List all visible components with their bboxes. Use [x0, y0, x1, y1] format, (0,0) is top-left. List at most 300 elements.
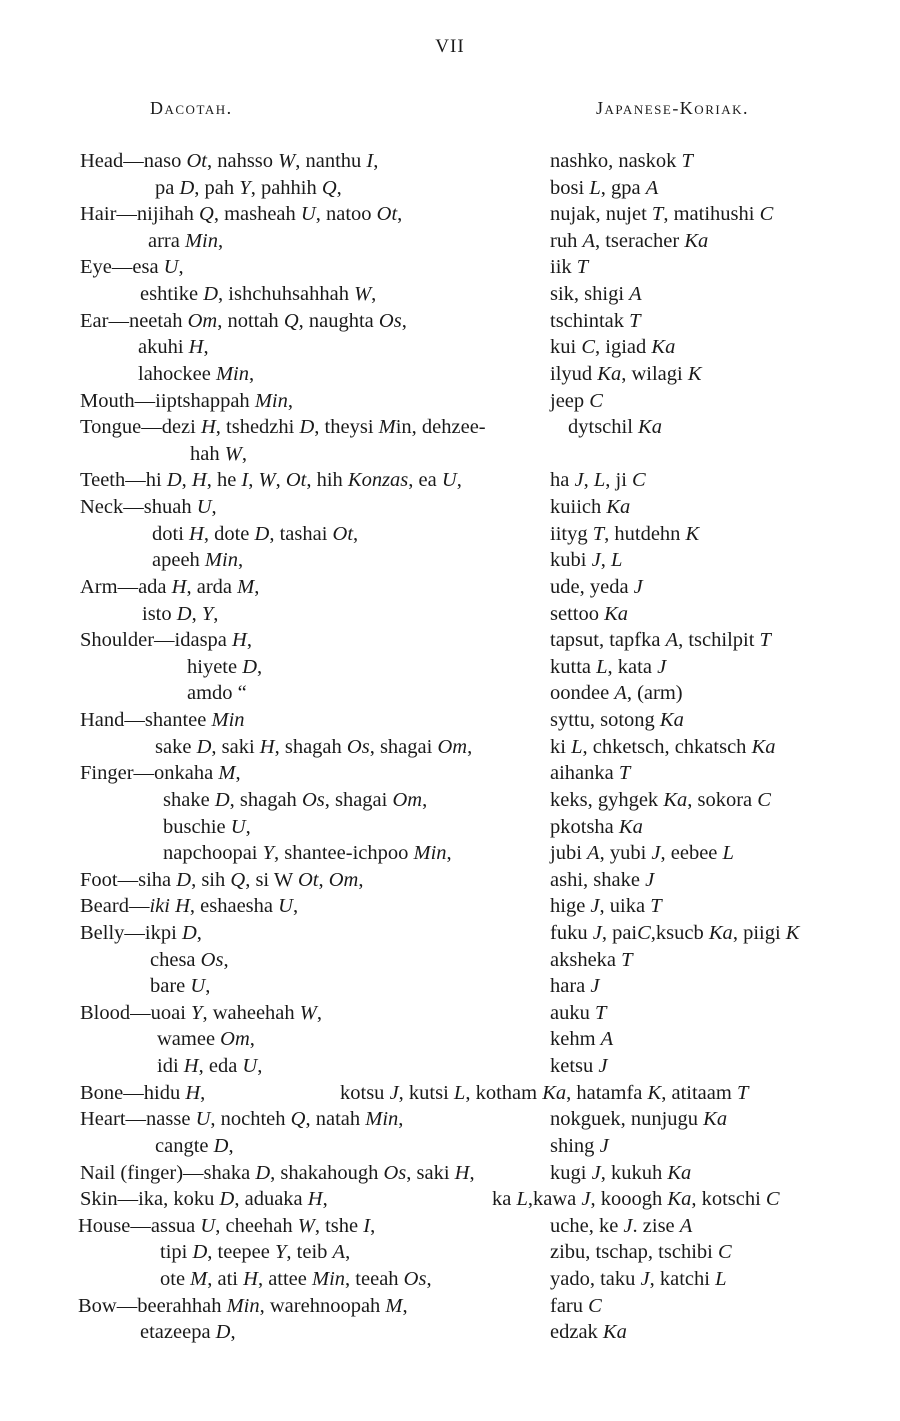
- source-abbrev: Ka: [606, 496, 631, 519]
- source-abbrev: Ot: [186, 150, 207, 172]
- source-abbrev: U: [190, 975, 206, 998]
- koriak-line-bone: [340, 1080, 748, 1106]
- dacotah-line: [142, 601, 218, 627]
- source-abbrev: Os: [301, 788, 325, 811]
- source-abbrev: M: [385, 1294, 403, 1317]
- dacotah-line: [80, 893, 298, 919]
- entry-text: apeeh: [152, 549, 205, 572]
- entry-text: sik, shigi: [550, 283, 630, 306]
- koriak-line: [550, 760, 630, 786]
- koriak-line: [550, 893, 662, 919]
- entry-text: kuiich: [550, 496, 607, 519]
- source-abbrev: Ka: [703, 1108, 728, 1131]
- entry-text: ki: [550, 735, 572, 758]
- entry-text: shake: [163, 788, 215, 811]
- entry-text: , naughta: [298, 309, 379, 332]
- entry-text: ,: [257, 1055, 263, 1078]
- source-abbrev: H: [191, 469, 207, 492]
- source-abbrev: T: [618, 762, 631, 785]
- entry-text: , shakahough: [270, 1161, 384, 1184]
- koriak-line: [550, 228, 708, 254]
- dacotah-line: [80, 467, 462, 493]
- source-abbrev: T: [629, 309, 641, 332]
- entry-text: ,: [228, 1134, 234, 1157]
- source-abbrev: H: [175, 895, 190, 918]
- koriak-line: [550, 1160, 691, 1186]
- source-abbrev: Ka: [751, 735, 776, 758]
- source-abbrev: Om: [392, 788, 423, 811]
- koriak-line: [550, 1266, 727, 1292]
- source-abbrev: J: [623, 1214, 633, 1237]
- source-abbrev: L: [593, 469, 606, 492]
- entry-text: dytschil: [568, 416, 639, 439]
- source-abbrev: D: [179, 176, 195, 199]
- entry-text: Blood—uoai: [80, 1001, 192, 1024]
- entry-text: , kutsi: [398, 1081, 454, 1104]
- entry-text: napchoopai: [163, 842, 263, 865]
- entry-text: ,: [345, 1241, 351, 1264]
- entry-text: ,: [316, 1001, 322, 1024]
- koriak-line: [550, 494, 630, 520]
- entry-text: ,: [353, 522, 359, 545]
- source-abbrev: T: [681, 150, 693, 172]
- koriak-line: [550, 175, 658, 201]
- entry-text: tschintak: [550, 309, 630, 332]
- source-abbrev: Ka: [597, 362, 622, 385]
- entry-text: ,: [230, 1321, 236, 1344]
- source-abbrev: J: [640, 1268, 650, 1291]
- entry-text: , kotham: [465, 1081, 543, 1104]
- entry-text: pa: [155, 176, 180, 199]
- koriak-line: [550, 308, 641, 334]
- entry-text: ,: [370, 1214, 376, 1237]
- entry-text: , warehnoopah: [259, 1294, 386, 1317]
- dacotah-line: [138, 361, 254, 387]
- dacotah-line: [80, 1160, 475, 1186]
- entry-text: nokguek, nunjugu: [550, 1108, 704, 1131]
- entry-text: , uika: [599, 895, 651, 918]
- source-abbrev: A: [600, 1028, 614, 1051]
- entry-text: ,: [200, 1081, 206, 1104]
- entry-text: aksheka: [550, 948, 622, 971]
- entry-text: ,: [257, 655, 263, 678]
- source-abbrev: T: [576, 256, 589, 279]
- source-abbrev: C: [632, 469, 646, 492]
- dacotah-line: [80, 148, 378, 174]
- source-abbrev: A: [614, 682, 627, 705]
- entry-text: Heart—nasse: [80, 1108, 196, 1131]
- entry-text: Mouth—iiptshappah: [80, 389, 255, 412]
- entry-text: , nanthu: [295, 150, 367, 172]
- entry-text: , hih: [306, 469, 348, 492]
- source-abbrev: T: [651, 203, 664, 226]
- dacotah-line: [163, 840, 452, 866]
- entry-text: idi: [157, 1055, 184, 1078]
- source-abbrev: D: [219, 1188, 235, 1211]
- source-abbrev: H: [307, 1188, 323, 1211]
- source-abbrev: Ka: [618, 815, 643, 838]
- dacotah-line: [187, 654, 262, 680]
- entry-text: , yubi: [599, 842, 652, 865]
- source-abbrev: W: [299, 1001, 317, 1024]
- source-abbrev: Ka: [684, 229, 709, 252]
- entry-text: ,: [245, 815, 251, 838]
- entry-text: wamee: [157, 1028, 221, 1051]
- entry-text: , arda: [186, 575, 238, 598]
- koriak-line: [550, 201, 773, 227]
- source-abbrev: H: [183, 1055, 199, 1078]
- entry-text: ote: [160, 1268, 191, 1291]
- source-abbrev: U: [278, 895, 293, 918]
- entry-text: jubi: [550, 842, 588, 865]
- source-abbrev: H: [185, 1081, 201, 1104]
- koriak-line: [550, 1239, 732, 1265]
- page-number: VII: [435, 36, 465, 57]
- koriak-line: [568, 414, 662, 440]
- source-abbrev: T: [759, 629, 771, 652]
- koriak-line: [550, 973, 600, 999]
- entry-text: hiyete: [187, 655, 243, 678]
- koriak-line: [550, 1213, 692, 1239]
- source-abbrev: L: [715, 1268, 727, 1291]
- entry-text: ka: [492, 1188, 517, 1211]
- source-abbrev: W: [224, 442, 242, 465]
- entry-text: ,: [218, 229, 224, 252]
- koriak-line: [550, 707, 684, 733]
- source-abbrev: Q: [230, 868, 246, 891]
- entry-text: uche, ke: [550, 1214, 624, 1237]
- entry-text: hige: [550, 895, 591, 918]
- koriak-line: [550, 361, 702, 387]
- source-abbrev: Min: [211, 709, 245, 732]
- entry-text: , eshaesha: [189, 895, 279, 918]
- koriak-line: [550, 601, 628, 627]
- entry-text: House—assua: [78, 1214, 201, 1237]
- koriak-line: [550, 1053, 608, 1079]
- entry-text: , igiad: [595, 336, 652, 359]
- source-abbrev: U: [163, 256, 179, 279]
- entry-text: ha: [550, 469, 575, 492]
- source-abbrev: Ka: [651, 336, 676, 359]
- dacotah-line: [150, 973, 210, 999]
- entry-text: , (arm): [626, 682, 683, 705]
- entry-text: , saki: [406, 1161, 455, 1184]
- entry-text: ashi, shake: [550, 868, 646, 891]
- source-abbrev: J: [574, 469, 584, 492]
- entry-text: tapsut, tapfka: [550, 629, 666, 652]
- source-abbrev: L: [453, 1081, 466, 1104]
- source-abbrev: Om: [187, 309, 218, 332]
- source-abbrev: U: [441, 469, 457, 492]
- source-abbrev: Q: [290, 1108, 306, 1131]
- koriak-line: [550, 281, 642, 307]
- entry-text: , natoo: [315, 203, 377, 226]
- koriak-line: [550, 1319, 627, 1345]
- dacotah-line: [138, 334, 209, 360]
- koriak-line: [550, 654, 666, 680]
- entry-text: kutta: [550, 655, 597, 678]
- entry-text: , dote: [203, 522, 255, 545]
- entry-text: ,: [446, 842, 452, 865]
- source-abbrev: A: [645, 176, 659, 199]
- entry-text: , eda: [198, 1055, 243, 1078]
- entry-text: , piigi: [732, 921, 786, 944]
- entry-text: , tseracher: [594, 229, 685, 252]
- dacotah-line: [80, 574, 259, 600]
- entry-text: ,: [336, 176, 342, 199]
- source-abbrev: Min: [413, 842, 447, 865]
- source-abbrev: A: [679, 1214, 693, 1237]
- entry-text: , masheah: [213, 203, 301, 226]
- entry-text: Belly—ikpi: [80, 921, 182, 944]
- entry-text: ,: [426, 1268, 432, 1291]
- dacotah-line: [80, 867, 363, 893]
- entry-text: ,: [402, 1294, 408, 1317]
- entry-text: syttu, sotong: [550, 709, 660, 732]
- source-abbrev: D: [299, 416, 315, 439]
- entry-text: kubi: [550, 549, 592, 572]
- entry-text: Bow—beerahhah: [78, 1294, 227, 1317]
- entry-text: ,: [205, 975, 211, 998]
- entry-text: ,: [275, 469, 286, 492]
- source-abbrev: A: [582, 229, 595, 252]
- koriak-line: [550, 254, 588, 280]
- source-abbrev: Min: [184, 229, 219, 252]
- entry-text: Finger—onkaha: [80, 762, 219, 785]
- entry-text: eshtike: [140, 283, 204, 306]
- source-abbrev: C: [765, 1188, 780, 1211]
- entry-text: Shoulder—idaspa: [80, 629, 233, 652]
- dacotah-line: [157, 1026, 255, 1052]
- entry-text: ,: [401, 309, 407, 332]
- source-abbrev: C: [717, 1241, 732, 1264]
- dacotah-line: [80, 388, 293, 414]
- dacotah-line: [155, 734, 472, 760]
- entry-text: etazeepa: [140, 1321, 216, 1344]
- source-abbrev: I: [241, 469, 249, 492]
- dacotah-line: [140, 281, 376, 307]
- dacotah-line: [78, 1213, 375, 1239]
- entry-text: ,: [600, 549, 611, 572]
- entry-text: , waheehah: [202, 1001, 300, 1024]
- entry-text: , tschilpit: [678, 629, 760, 652]
- entry-text: ,: [467, 735, 473, 758]
- entry-text: ,: [287, 389, 293, 412]
- dacotah-line: [80, 1000, 322, 1026]
- koriak-line: [550, 148, 693, 174]
- entry-text: ,: [397, 203, 403, 226]
- entry-text: Tongue—dezi: [80, 416, 201, 439]
- entry-text: hara: [550, 975, 591, 998]
- source-abbrev: K: [687, 362, 702, 385]
- entry-text: , katchi: [649, 1268, 716, 1291]
- source-abbrev: J: [592, 921, 602, 944]
- koriak-line: [550, 920, 799, 946]
- source-abbrev: D: [176, 602, 192, 625]
- dacotah-line: [80, 627, 252, 653]
- source-abbrev: C: [759, 203, 774, 226]
- source-abbrev: D: [166, 469, 182, 492]
- source-abbrev: Min: [226, 1294, 260, 1317]
- source-abbrev: H: [243, 1268, 258, 1291]
- source-abbrev: L: [722, 842, 734, 865]
- source-abbrev: A: [665, 629, 679, 652]
- entry-text: lahockee: [138, 362, 216, 385]
- entry-text: ,: [249, 362, 255, 385]
- entry-text: oondee: [550, 682, 615, 705]
- source-abbrev: J: [590, 895, 600, 918]
- entry-text: ,: [223, 948, 229, 971]
- source-abbrev: Q: [321, 176, 337, 199]
- source-abbrev: Om: [328, 868, 359, 891]
- entry-text: akuhi: [138, 336, 189, 359]
- source-abbrev: K: [685, 522, 700, 545]
- entry-text: kehm: [550, 1028, 601, 1051]
- entry-text: ,: [178, 256, 184, 279]
- entry-text: Ear—neetah: [80, 309, 188, 332]
- source-abbrev: D: [181, 921, 197, 944]
- entry-text: doti: [152, 522, 190, 545]
- source-abbrev: D: [255, 1161, 271, 1184]
- entry-text: ,: [398, 1108, 404, 1131]
- source-abbrev: H: [454, 1161, 470, 1184]
- dacotah-line: [140, 1319, 236, 1345]
- entry-text: , sih: [191, 868, 231, 891]
- source-abbrev: L: [516, 1188, 528, 1211]
- source-abbrev: C: [581, 336, 596, 359]
- dacotah-line: [80, 1186, 328, 1212]
- source-abbrev: Ka: [638, 416, 662, 439]
- entry-text: yado, taku: [550, 1268, 641, 1291]
- source-abbrev: Min: [215, 362, 249, 385]
- source-abbrev: Os: [383, 1161, 407, 1184]
- entry-text: Eye—esa: [80, 256, 164, 279]
- source-abbrev: L: [610, 549, 623, 572]
- entry-text: ,: [213, 602, 219, 625]
- source-abbrev: A: [629, 283, 642, 306]
- dacotah-line: [148, 228, 223, 254]
- source-abbrev: H: [259, 735, 275, 758]
- source-abbrev: J: [657, 655, 667, 678]
- entry-text: , atitaam: [661, 1081, 737, 1104]
- source-abbrev: Ka: [667, 1188, 692, 1211]
- entry-text: settoo: [550, 602, 605, 625]
- entry-text: , shantee-ichpoo: [274, 842, 414, 865]
- source-abbrev: D: [254, 522, 270, 545]
- entry-text: hah: [190, 442, 225, 465]
- dacotah-line: [163, 787, 427, 813]
- entry-text: ,: [211, 496, 217, 519]
- koriak-line: [550, 388, 603, 414]
- source-abbrev: Os: [378, 309, 402, 332]
- dacotah-line: [80, 414, 486, 440]
- entry-text: ,: [249, 1028, 255, 1051]
- entry-text: ,ksucb: [650, 921, 709, 944]
- koriak-line: [550, 680, 683, 706]
- source-abbrev: W: [258, 469, 276, 492]
- source-abbrev: D: [192, 1241, 208, 1264]
- entry-text: pkotsha: [550, 815, 619, 838]
- entry-text: , ishchuhsahhah: [218, 283, 355, 306]
- koriak-line: [550, 521, 699, 547]
- entry-text: , tshe: [314, 1214, 364, 1237]
- source-abbrev: Y: [262, 842, 275, 865]
- entry-text: ,: [237, 549, 244, 572]
- entry-text: Hair—nijihah: [80, 203, 199, 226]
- entry-text: ,: [583, 469, 594, 492]
- dacotah-line: [160, 1239, 350, 1265]
- source-abbrev: Ka: [708, 921, 733, 944]
- source-abbrev: Os: [200, 948, 224, 971]
- dacotah-line: [157, 1053, 262, 1079]
- entry-text: , nahsso: [206, 150, 279, 172]
- entry-text: auku: [550, 1001, 595, 1024]
- entry-text: , hutdehn: [604, 522, 686, 545]
- entry-text: edzak: [550, 1321, 603, 1344]
- entry-text: isto: [142, 602, 177, 625]
- dacotah-line: [80, 760, 241, 786]
- koriak-line: [550, 1000, 606, 1026]
- entry-text: ,: [235, 762, 241, 785]
- source-abbrev: Ka: [663, 788, 688, 811]
- entry-text: cangte: [155, 1134, 214, 1157]
- dacotah-line: [163, 814, 251, 840]
- entry-text: , aduaka: [234, 1188, 308, 1211]
- dacotah-line: [80, 201, 402, 227]
- entry-text: ,: [191, 602, 202, 625]
- source-abbrev: J: [581, 1188, 591, 1211]
- source-abbrev: D: [176, 868, 192, 891]
- dacotah-line: [80, 1106, 403, 1132]
- entry-text: fuku: [550, 921, 593, 944]
- dacotah-line: [80, 920, 202, 946]
- source-abbrev: Ka: [667, 1161, 692, 1184]
- entry-text: , shagai: [369, 735, 438, 758]
- entry-text: Skin—ika, koku: [80, 1188, 220, 1211]
- entry-text: bosi: [550, 176, 590, 199]
- source-abbrev: K: [785, 921, 800, 944]
- source-abbrev: U: [200, 1214, 216, 1237]
- source-abbrev: D: [203, 283, 219, 306]
- entry-text: shing: [550, 1134, 600, 1157]
- entry-text: , theysi: [314, 416, 379, 439]
- entry-text: ude, yeda: [550, 575, 634, 598]
- dacotah-line: [152, 521, 358, 547]
- koriak-line-skin: [492, 1186, 780, 1212]
- source-abbrev: M: [218, 762, 236, 785]
- source-abbrev: Min: [312, 1268, 346, 1291]
- entry-text: Bone—hidu: [80, 1081, 186, 1104]
- source-abbrev: Om: [437, 735, 468, 758]
- entry-text: ,: [469, 1161, 475, 1184]
- entry-text: , he: [206, 469, 242, 492]
- source-abbrev: iki: [149, 895, 170, 918]
- entry-text: , hatamfa: [566, 1081, 648, 1104]
- dacotah-line: [80, 1080, 205, 1106]
- entry-text: , shagah: [274, 735, 347, 758]
- entry-text: ,: [373, 150, 379, 172]
- source-abbrev: U: [195, 1108, 211, 1131]
- entry-text: , sokora: [687, 788, 758, 811]
- entry-text: Neck—shuah: [80, 496, 197, 519]
- entry-text: chesa: [150, 948, 201, 971]
- source-abbrev: J: [599, 1134, 609, 1157]
- source-abbrev: L: [596, 655, 608, 678]
- koriak-line: [550, 334, 675, 360]
- entry-text: Head—naso: [80, 150, 187, 172]
- entry-text: , natah: [305, 1108, 366, 1131]
- entry-text: ,: [181, 469, 192, 492]
